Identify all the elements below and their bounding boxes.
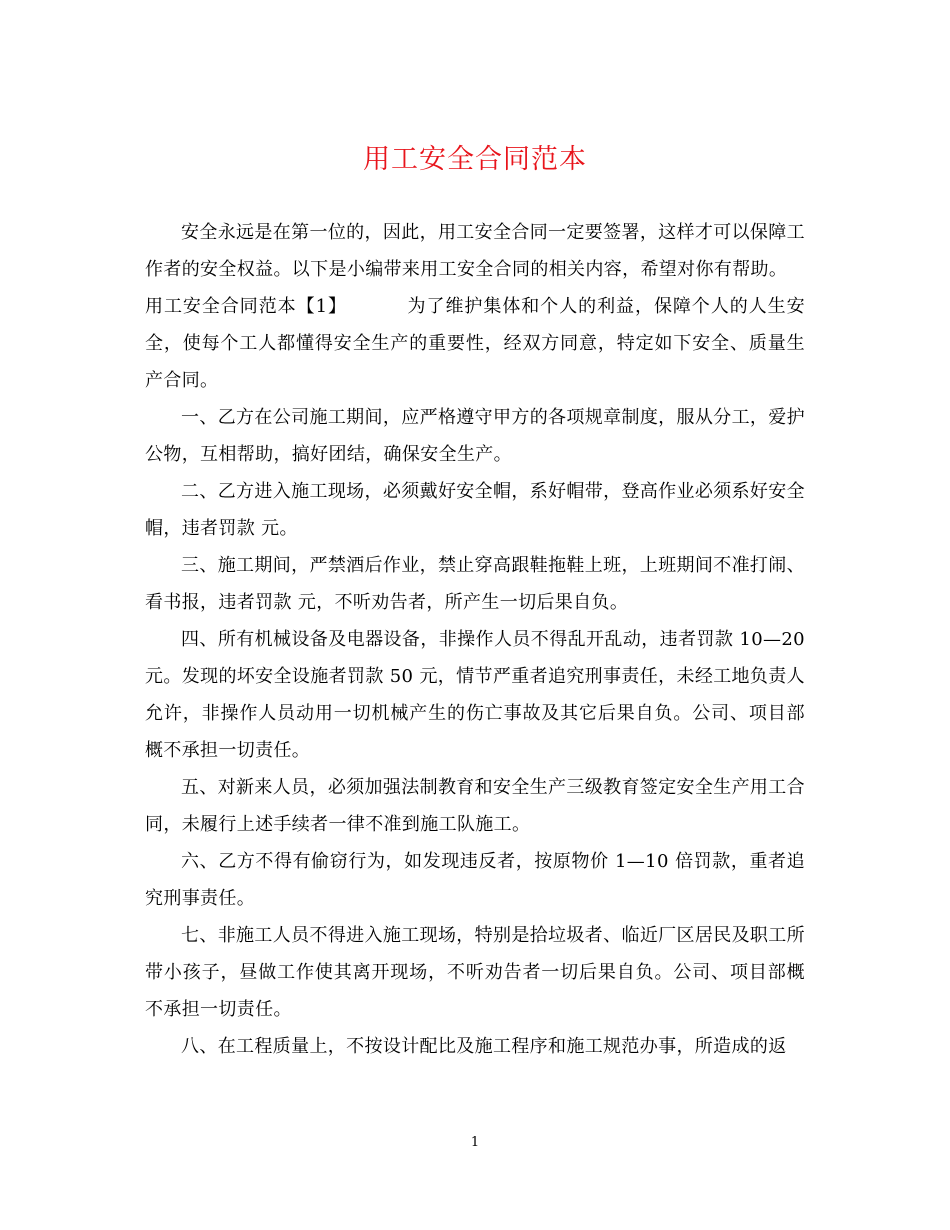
intro-paragraph: 安全永远是在第一位的，因此，用工安全合同一定要签署，这样才可以保障工作者的安全权益。以下是小编带来用工安全合同的相关内容，希望对你有帮助。 [145, 222, 805, 280]
clause-1: 一、乙方在公司施工期间，应严格遵守甲方的各项规章制度，服从分工，爱护公物，互相帮助，搞好团结，确保安全生产。 [145, 407, 805, 465]
section-intro: 为了维护集体和个人的利益，保障个人的人生安全，使每个工人都懂得安全生产的重要性，经双方同意，特定如下安全、质量生产合同。 [145, 296, 805, 391]
clause-8: 八、在工程质量上，不按设计配比及施工程序和施工规范办事，所造成的返 [181, 1036, 787, 1057]
document-title: 用工安全合同范本 [363, 144, 587, 175]
clause-4: 四、所有机械设备及电器设备，非操作人员不得乱开乱动，违者罚款 10—20 元。发现的坏安全设施者罚款 50 元，情节严重者追究刑事责任，未经工地负责人允许，非操作人员动用一切机械产生的伤亡事故及其它后果自负。公司、项目部概不承担一切责任。 [145, 629, 805, 761]
document-body [145, 214, 805, 1065]
page-number: 1 [470, 1135, 480, 1150]
clause-2: 二、乙方进入施工现场，必须戴好安全帽，系好帽带，登高作业必须系好安全帽，违者罚款 元。 [145, 481, 805, 539]
clause-6: 六、乙方不得有偷窃行为，如发现违反者，按原物价 1—10 倍罚款，重者追究刑事责任。 [145, 851, 805, 909]
clause-7: 七、非施工人员不得进入施工现场，特别是拾垃圾者、临近厂区居民及职工所带小孩子，昼做工作使其离开现场，不听劝告者一切后果自负。公司、项目部概不承担一切责任。 [145, 925, 805, 1020]
clause-3: 三、施工期间，严禁酒后作业，禁止穿高跟鞋拖鞋上班，上班期间不准打闹、看书报，违者罚款 元，不听劝告者，所产生一切后果自负。 [145, 555, 805, 613]
clause-5: 五、对新来人员，必须加强法制教育和安全生产三级教育签定安全生产用工合同，未履行上述手续者一律不准到施工队施工。 [145, 777, 805, 835]
section-paragraph [145, 288, 805, 399]
section-heading: 用工安全合同范本【1】 [145, 296, 347, 317]
